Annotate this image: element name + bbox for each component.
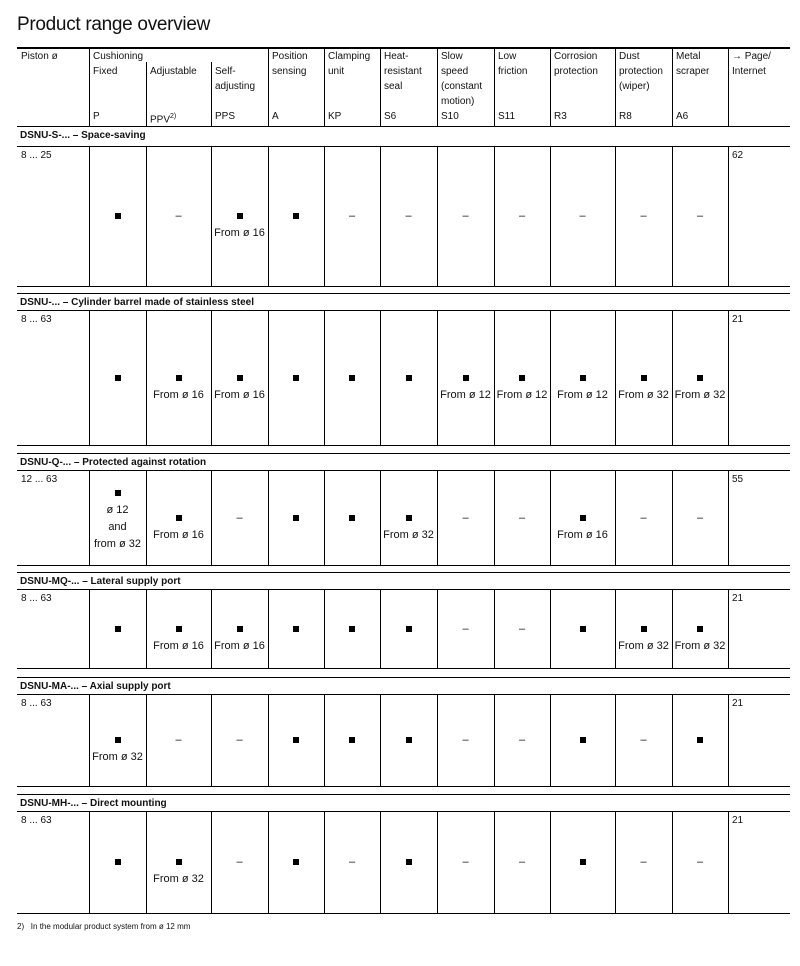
availability-note: From ø 32 — [674, 388, 726, 401]
page-reference: 55 — [732, 474, 744, 485]
feature-cell — [211, 732, 268, 749]
column-header-label: sensing — [272, 66, 307, 77]
filled-square-icon — [115, 375, 121, 381]
feature-cell — [268, 732, 324, 749]
column-header-label: speed — [441, 66, 469, 77]
section-title: DSNU-MA-... – Axial supply port — [20, 681, 171, 692]
feature-cell — [437, 854, 494, 871]
availability-mark — [211, 621, 268, 638]
filled-square-icon — [580, 375, 586, 381]
availability-note: ø 12 — [106, 503, 129, 516]
availability-note: From ø 32 — [92, 751, 143, 763]
feature-cell — [494, 732, 550, 749]
availability-note: From ø 16 — [214, 639, 265, 652]
filled-square-icon — [237, 626, 243, 632]
filled-square-icon — [176, 515, 182, 521]
feature-cell — [324, 208, 380, 225]
filled-square-icon — [115, 490, 121, 496]
feature-cell — [211, 208, 268, 242]
filled-square-icon — [176, 859, 182, 865]
column-divider — [494, 47, 495, 126]
feature-cell — [615, 370, 672, 404]
availability-mark — [324, 370, 380, 387]
column-code: A6 — [676, 111, 689, 122]
filled-square-icon — [580, 515, 586, 521]
availability-note: From ø 32 — [674, 639, 726, 652]
feature-cell — [268, 621, 324, 638]
not-available-dash: – — [236, 856, 243, 868]
rule-line — [17, 668, 790, 669]
feature-cell — [615, 621, 672, 655]
rule-line — [17, 293, 790, 294]
filled-square-icon — [115, 737, 121, 743]
not-available-dash: – — [462, 511, 469, 524]
feature-cell — [494, 510, 550, 527]
filled-square-icon — [406, 737, 412, 743]
feature-cell — [146, 732, 211, 749]
column-header-label: (constant — [441, 81, 483, 92]
feature-cell — [268, 854, 324, 871]
footnote-ref: 2) — [170, 113, 177, 120]
column-header-label: Adjustable — [150, 66, 197, 77]
section-title: DSNU-S-... – Space-saving — [20, 130, 146, 141]
column-header-label: Corrosion — [554, 51, 598, 62]
filled-square-icon — [349, 626, 355, 632]
section-title: DSNU-... – Cylinder barrel made of stainless steel — [20, 297, 254, 308]
feature-cell — [437, 510, 494, 527]
availability-note: From ø 32 — [618, 388, 669, 401]
not-available-dash: – — [462, 622, 469, 635]
feature-cell — [268, 510, 324, 527]
feature-cell — [550, 208, 615, 225]
availability-mark — [268, 208, 324, 225]
column-header-label: Fixed — [93, 66, 118, 77]
filled-square-icon — [697, 626, 703, 632]
column-code: A — [272, 111, 279, 122]
filled-square-icon — [115, 626, 121, 632]
footnote-marker: 2) — [17, 922, 25, 931]
column-divider — [728, 47, 729, 126]
availability-mark — [146, 370, 211, 387]
not-available-dash: – — [462, 734, 469, 746]
not-available-dash: – — [518, 622, 526, 635]
availability-note: From ø 16 — [214, 227, 265, 239]
column-divider — [89, 47, 90, 126]
piston-diameter-header: Piston ø — [21, 51, 58, 62]
column-header-label: Position — [272, 51, 308, 62]
feature-cell — [211, 370, 268, 404]
feature-cell — [494, 621, 550, 638]
rule-line — [17, 445, 790, 446]
availability-mark — [89, 208, 146, 225]
feature-cell — [615, 510, 672, 527]
feature-cell — [380, 510, 437, 544]
rule-line — [17, 453, 790, 454]
piston-range: 12 ... 63 — [21, 474, 58, 485]
column-divider — [728, 310, 729, 445]
filled-square-icon — [580, 737, 586, 743]
filled-square-icon — [697, 375, 703, 381]
feature-cell — [380, 732, 437, 749]
availability-note: From ø 16 — [557, 528, 608, 541]
column-code: KP — [328, 111, 342, 122]
piston-range: 8 ... 25 — [21, 150, 52, 161]
not-available-dash: – — [696, 210, 704, 222]
rule-line — [17, 811, 790, 812]
filled-square-icon — [580, 626, 586, 632]
availability-mark — [146, 510, 211, 527]
feature-cell — [615, 732, 672, 749]
not-available-dash: – — [175, 734, 182, 746]
availability-mark — [672, 621, 728, 638]
filled-square-icon — [406, 626, 412, 632]
page-reference: 21 — [732, 815, 744, 826]
availability-mark — [146, 854, 211, 871]
not-available-dash: – — [640, 734, 647, 746]
availability-note: and — [108, 520, 127, 533]
feature-cell — [324, 732, 380, 749]
not-available-dash: – — [696, 856, 704, 868]
column-divider — [268, 47, 269, 126]
filled-square-icon — [580, 859, 586, 865]
feature-cell — [380, 854, 437, 871]
availability-note: From ø 16 — [153, 528, 204, 541]
rule-line — [17, 794, 790, 795]
filled-square-icon — [641, 375, 647, 381]
column-header-label: seal — [384, 81, 403, 92]
column-header-label: protection — [554, 66, 598, 77]
not-available-dash: – — [348, 210, 356, 222]
column-divider — [728, 811, 729, 913]
availability-note: From ø 12 — [557, 388, 608, 401]
availability-mark — [268, 732, 324, 749]
feature-cell — [268, 208, 324, 225]
filled-square-icon — [293, 859, 299, 865]
filled-square-icon — [176, 626, 182, 632]
not-available-dash: – — [462, 856, 469, 868]
not-available-dash: – — [236, 511, 243, 524]
availability-mark — [324, 732, 380, 749]
rule-line — [17, 470, 790, 471]
availability-mark — [324, 621, 380, 638]
column-header-label: unit — [328, 66, 345, 77]
feature-cell — [211, 854, 268, 871]
section-title: DSNU-MQ-... – Lateral supply port — [20, 576, 181, 587]
filled-square-icon — [115, 859, 121, 865]
feature-cell — [89, 485, 146, 553]
column-code: PPV$^{2)}$ — [150, 113, 177, 126]
feature-cell — [146, 370, 211, 404]
column-divider — [146, 62, 147, 126]
availability-mark — [89, 370, 146, 387]
feature-cell — [146, 854, 211, 888]
page-title: Product range overview — [17, 14, 211, 35]
page-reference: 62 — [732, 150, 744, 161]
rule-line — [17, 572, 790, 573]
feature-cell — [615, 208, 672, 225]
not-available-dash: – — [518, 511, 526, 524]
availability-mark — [211, 370, 268, 387]
feature-cell — [550, 510, 615, 544]
filled-square-icon — [406, 375, 412, 381]
feature-cell — [146, 510, 211, 544]
filled-square-icon — [293, 375, 299, 381]
filled-square-icon — [463, 375, 469, 381]
page-header-label: → Page/ — [732, 51, 771, 62]
feature-cell — [550, 621, 615, 638]
column-header-label: friction — [498, 66, 528, 77]
column-divider — [728, 470, 729, 565]
piston-range: 8 ... 63 — [21, 698, 52, 709]
column-header-label: motion) — [441, 96, 475, 107]
feature-cell — [437, 732, 494, 749]
column-header-label: adjusting — [215, 81, 256, 92]
not-available-dash: – — [348, 856, 356, 868]
availability-mark — [615, 621, 672, 638]
filled-square-icon — [115, 213, 121, 219]
feature-cell — [494, 370, 550, 404]
availability-mark — [550, 370, 615, 387]
not-available-dash: – — [696, 511, 704, 524]
feature-cell — [672, 510, 728, 527]
column-divider — [324, 47, 325, 126]
feature-cell — [380, 208, 437, 225]
feature-cell — [268, 370, 324, 387]
filled-square-icon — [349, 515, 355, 521]
feature-cell — [437, 208, 494, 225]
column-divider — [615, 47, 616, 126]
piston-range: 8 ... 63 — [21, 815, 52, 826]
column-divider — [728, 589, 729, 668]
page-reference: 21 — [732, 314, 744, 325]
feature-cell — [324, 621, 380, 638]
column-divider — [550, 47, 551, 126]
rule-line — [17, 146, 790, 147]
rule-line — [17, 913, 790, 914]
not-available-dash: – — [236, 734, 243, 746]
piston-range: 8 ... 63 — [21, 314, 52, 325]
column-header-label: protection — [619, 66, 663, 77]
availability-note: From ø 32 — [618, 639, 669, 652]
not-available-dash: – — [579, 210, 586, 222]
feature-cell — [324, 370, 380, 387]
availability-mark — [380, 621, 437, 638]
filled-square-icon — [293, 737, 299, 743]
filled-square-icon — [293, 626, 299, 632]
footnote-text: In the modular product system from ø 12 mm — [30, 922, 191, 931]
cushioning-header: Cushioning — [93, 51, 144, 62]
not-available-dash: – — [518, 734, 526, 746]
availability-mark — [211, 208, 268, 225]
footnote — [17, 922, 190, 931]
rule-line — [17, 694, 790, 695]
feature-cell — [380, 370, 437, 387]
page-reference: 21 — [732, 698, 744, 709]
availability-mark — [380, 510, 437, 527]
availability-mark — [380, 732, 437, 749]
page-reference: 21 — [732, 593, 744, 604]
feature-cell — [672, 621, 728, 655]
column-code: R8 — [619, 111, 632, 122]
column-header-label: Slow — [441, 51, 463, 62]
availability-note: From ø 32 — [153, 873, 204, 885]
column-divider — [728, 694, 729, 786]
availability-mark — [550, 854, 615, 871]
not-available-dash: – — [518, 856, 526, 868]
feature-cell — [494, 854, 550, 871]
column-header-label: resistant — [384, 66, 422, 77]
column-divider — [728, 146, 729, 286]
feature-cell — [324, 854, 380, 871]
filled-square-icon — [349, 375, 355, 381]
feature-cell — [672, 208, 728, 225]
not-available-dash: – — [518, 210, 526, 222]
column-divider — [380, 47, 381, 126]
feature-cell — [146, 208, 211, 225]
feature-cell — [324, 510, 380, 527]
feature-cell — [211, 621, 268, 655]
rule-line — [17, 677, 790, 678]
feature-cell — [437, 370, 494, 404]
not-available-dash: – — [462, 210, 469, 222]
rule-line — [17, 126, 790, 127]
feature-cell — [672, 370, 728, 404]
availability-note: From ø 16 — [214, 388, 265, 401]
feature-cell — [380, 621, 437, 638]
feature-cell — [437, 621, 494, 638]
column-header-label: Clamping — [328, 51, 371, 62]
feature-cell — [89, 732, 146, 766]
section-title: DSNU-MH-... – Direct mounting — [20, 798, 167, 809]
availability-mark — [268, 370, 324, 387]
availability-mark — [672, 370, 728, 387]
column-divider — [437, 47, 438, 126]
column-header-label: Dust — [619, 51, 640, 62]
availability-mark — [550, 621, 615, 638]
filled-square-icon — [293, 515, 299, 521]
availability-mark — [615, 370, 672, 387]
filled-square-icon — [406, 859, 412, 865]
feature-cell — [146, 621, 211, 655]
not-available-dash: – — [640, 210, 647, 222]
feature-cell — [89, 208, 146, 225]
not-available-dash: – — [405, 210, 412, 222]
column-header-label: Self- — [215, 66, 236, 77]
column-header-label: (wiper) — [619, 81, 650, 92]
filled-square-icon — [349, 737, 355, 743]
column-header-label: Metal — [676, 51, 701, 62]
availability-mark — [89, 621, 146, 638]
rule-line — [17, 589, 790, 590]
feature-cell — [672, 732, 728, 749]
availability-note: From ø 32 — [383, 528, 434, 541]
availability-mark — [550, 510, 615, 527]
availability-mark — [494, 370, 550, 387]
column-code: S11 — [498, 111, 516, 122]
section-title: DSNU-Q-... – Protected against rotation — [20, 457, 207, 468]
feature-cell — [89, 621, 146, 638]
availability-mark — [268, 854, 324, 871]
availability-mark — [89, 485, 146, 502]
availability-note: From ø 16 — [153, 639, 204, 652]
feature-cell — [494, 208, 550, 225]
column-code: S10 — [441, 111, 459, 122]
not-available-dash: – — [640, 856, 647, 868]
rule-line — [17, 565, 790, 566]
feature-cell — [211, 510, 268, 527]
filled-square-icon — [697, 737, 703, 743]
rule-line — [17, 286, 790, 287]
availability-mark — [672, 732, 728, 749]
availability-note: From ø 16 — [153, 388, 204, 401]
feature-cell — [615, 854, 672, 871]
availability-mark — [89, 854, 146, 871]
column-code: PPS — [215, 111, 236, 122]
availability-note: From ø 12 — [496, 388, 548, 401]
column-code: P — [93, 111, 100, 122]
filled-square-icon — [519, 375, 525, 381]
column-code: S6 — [384, 111, 397, 122]
availability-mark — [380, 370, 437, 387]
filled-square-icon — [293, 213, 299, 219]
not-available-dash: – — [175, 210, 182, 222]
not-available-dash: – — [640, 511, 647, 524]
availability-mark — [89, 732, 146, 749]
filled-square-icon — [176, 375, 182, 381]
filled-square-icon — [641, 626, 647, 632]
column-header-label: Low — [498, 51, 517, 62]
availability-mark — [437, 370, 494, 387]
availability-note: From ø 12 — [440, 388, 491, 401]
column-header-label: Heat- — [384, 51, 409, 62]
rule-line — [17, 310, 790, 311]
page-header-label: Internet — [732, 66, 766, 77]
availability-mark — [146, 621, 211, 638]
column-divider — [211, 62, 212, 126]
feature-cell — [89, 854, 146, 871]
availability-mark — [268, 621, 324, 638]
availability-mark — [268, 510, 324, 527]
availability-mark — [550, 732, 615, 749]
feature-cell — [550, 732, 615, 749]
column-code: R3 — [554, 111, 567, 122]
piston-range: 8 ... 63 — [21, 593, 52, 604]
filled-square-icon — [237, 213, 243, 219]
availability-mark — [380, 854, 437, 871]
filled-square-icon — [406, 515, 412, 521]
availability-note: from ø 32 — [93, 537, 142, 550]
column-header-label: scraper — [676, 66, 710, 77]
rule-line — [17, 786, 790, 787]
feature-cell — [89, 370, 146, 387]
feature-cell — [550, 854, 615, 871]
filled-square-icon — [237, 375, 243, 381]
availability-mark — [324, 510, 380, 527]
feature-cell — [672, 854, 728, 871]
feature-cell — [550, 370, 615, 404]
column-divider — [672, 47, 673, 126]
